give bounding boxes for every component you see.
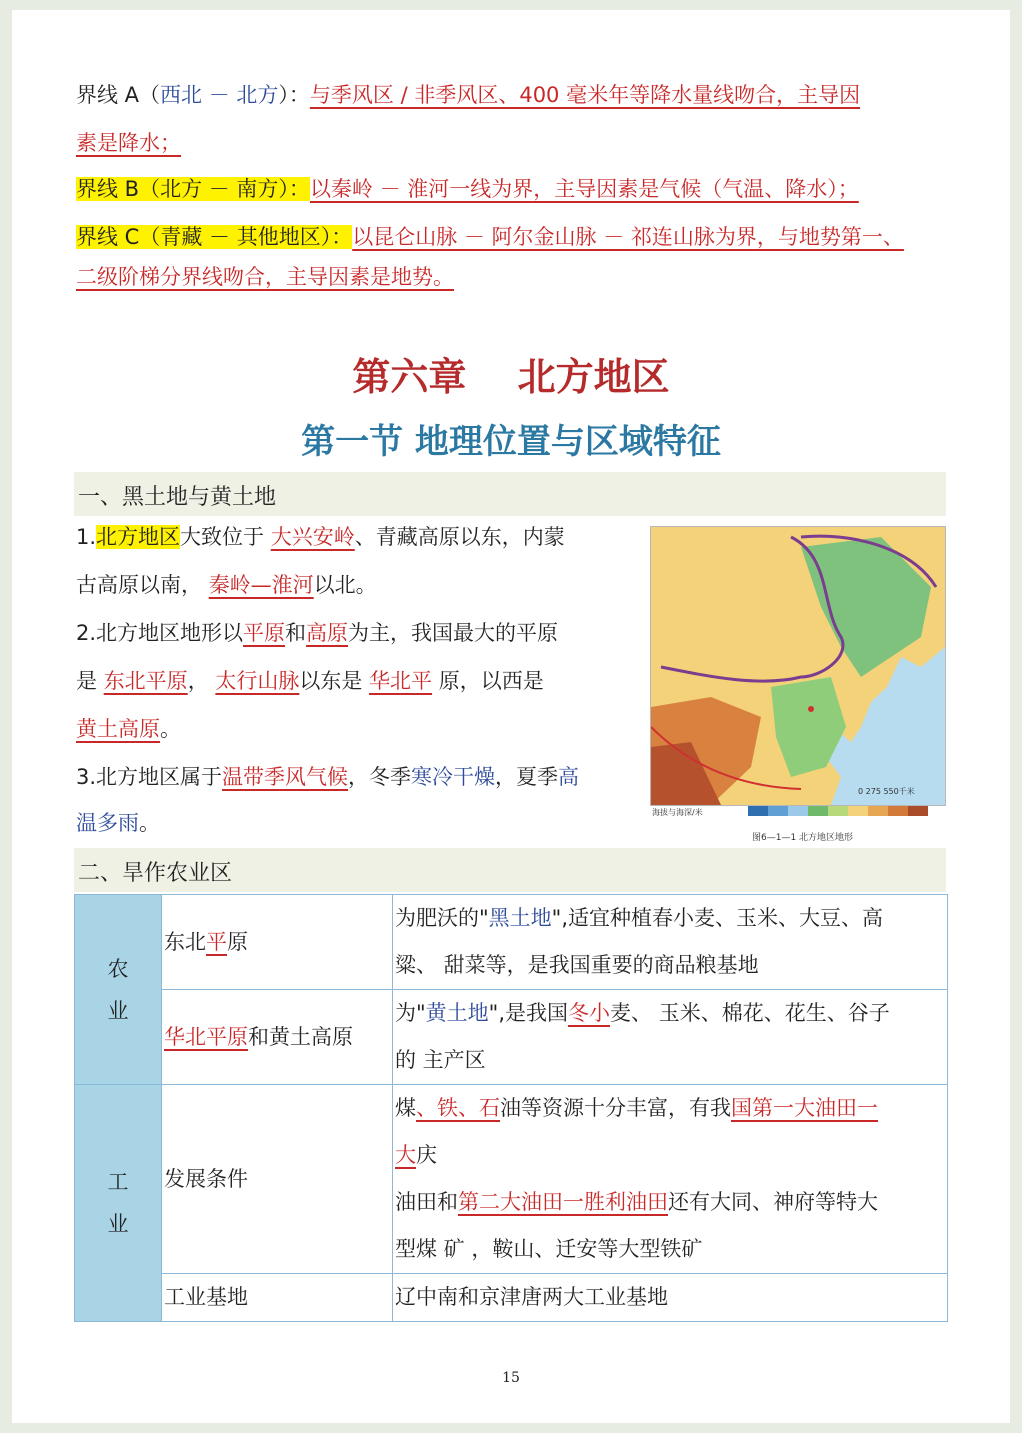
boundary-b-line — [76, 174, 859, 204]
s1-p2-u4: 太行山脉 — [215, 669, 300, 693]
table-row — [75, 1085, 948, 1274]
row1-d-b: 黑土地 — [488, 906, 552, 930]
row2-d1: 为" — [395, 1001, 426, 1025]
row1-sub-u: 平 — [206, 929, 227, 954]
s1-p2-u6: 黄土高原 — [76, 717, 160, 741]
row1-sub — [162, 895, 393, 990]
s1-p3-t3: ，夏季 — [495, 765, 559, 789]
table-row — [75, 990, 948, 1085]
row3-d6: 型煤 矿 ，鞍山、迁安等大型铁矿 — [395, 1237, 703, 1261]
s1-p3-t4: 。 — [139, 811, 160, 835]
row1-desc — [393, 895, 948, 990]
row1-d1: 为肥沃的" — [395, 906, 489, 930]
boundary-a-line2 — [76, 128, 181, 158]
boundary-a-desc2: 素是降水； — [76, 131, 181, 155]
row2-sub2: 和黄土高原 — [248, 1024, 353, 1049]
row3-d-u3: 大 — [395, 1143, 416, 1167]
row3-d5: 还有大同、神府等特大 — [668, 1190, 878, 1214]
s1-p2-u5: 华北平 — [369, 669, 433, 693]
map-legend — [748, 806, 928, 816]
boundary-c-label: 界线 C（青藏 － 其他地区）： — [76, 225, 353, 249]
s1-p3-b3: 温多雨 — [76, 811, 139, 835]
boundary-c-line2 — [76, 262, 454, 292]
north-region-map — [650, 526, 946, 806]
ind-label — [75, 1085, 162, 1322]
s1-p2-u2: 高原 — [306, 621, 349, 645]
chapter-title: 第六章 北方地区 — [352, 354, 670, 399]
s1-p1-highlight: 北方地区 — [96, 525, 181, 549]
row1-sub2: 原 — [227, 929, 248, 954]
row3-d3: 庆 — [416, 1143, 437, 1167]
s1-p1-line1 — [76, 522, 565, 552]
map-graphic — [651, 527, 945, 805]
s1-p2-t5: ， — [187, 669, 216, 693]
section-title: 第一节 地理位置与区域特征 — [301, 422, 721, 462]
boundary-c-desc2: 二级阶梯分界线吻合，主导因素是地势。 — [76, 265, 454, 289]
s1-p3-u1: 温带季风气候 — [222, 765, 349, 789]
row3-d-u4: 第二大油田一胜利油田 — [458, 1190, 668, 1214]
s1-p2-u1: 平原 — [243, 621, 286, 645]
row2-d-b: 黄土地 — [425, 1001, 489, 1025]
s1-p1-t2: 、青藏高原以东，内蒙 — [354, 525, 565, 549]
table-row — [75, 895, 948, 990]
section1-heading-bar — [74, 472, 946, 516]
s1-p3-b1: 寒冷干燥 — [411, 765, 496, 789]
s1-p2-t3: 为主，我国最大的平原 — [348, 621, 559, 645]
table-row — [75, 1274, 948, 1322]
row3-d2: 油等资源十分丰富，有我 — [500, 1096, 731, 1120]
row3-d1: 煤 — [395, 1096, 416, 1120]
row1-sub1: 东北 — [164, 929, 206, 954]
row4-desc: 辽中南和京津唐两大工业基地 — [393, 1274, 948, 1322]
boundary-a-desc: 与季风区 / 非季风区、400 毫米年等降水量线吻合，主导因 — [309, 83, 861, 107]
section1-heading: 一、黑土地与黄土地 — [78, 485, 277, 510]
s1-p2-t8: 。 — [160, 717, 181, 741]
row3-d-u1: 、铁、石 — [416, 1096, 500, 1120]
row2-d4: 的 主产区 — [395, 1048, 486, 1072]
section2-heading-bar — [74, 848, 946, 892]
row1-d3: 粱、 甜菜等，是我国重要的商品粮基地 — [395, 953, 759, 977]
row2-sub-u: 华北平原 — [164, 1024, 248, 1049]
page-number: 15 — [502, 1370, 520, 1386]
s1-p3-line2 — [76, 808, 160, 838]
s1-p2-t2: 和 — [285, 621, 307, 645]
row2-d-u: 冬小 — [568, 1001, 611, 1025]
section2-heading: 二、旱作农业区 — [78, 861, 233, 886]
s1-p2-t7: 原，以西是 — [432, 669, 544, 693]
s1-p2-u3: 东北平原 — [103, 669, 188, 693]
map-beijing-marker — [808, 706, 814, 712]
row2-desc — [393, 990, 948, 1085]
boundary-a-label: 界线 A（ — [76, 83, 161, 107]
ind-label-text: 工 业 — [107, 1170, 129, 1236]
row2-d3: 麦、 玉米、棉花、花生、谷子 — [610, 1001, 890, 1025]
s1-p2-line2 — [76, 666, 544, 696]
s1-p2-t6: 以东是 — [299, 669, 370, 693]
s1-p1-u2: 秦岭—淮河 — [208, 573, 314, 597]
s1-p3-line1 — [76, 762, 579, 792]
s1-p1-t1: 大致位于 — [180, 525, 271, 549]
row2-sub — [162, 990, 393, 1085]
s1-p2-t4: 是 — [76, 669, 104, 693]
boundary-b-label: 界线 B（北方 － 南方）： — [76, 177, 310, 201]
s1-p2-line1 — [76, 618, 558, 648]
boundary-c-line1 — [76, 222, 904, 252]
page — [12, 10, 1010, 1423]
agriculture-industry-table — [74, 894, 948, 1322]
s1-p1-num: 1. — [76, 525, 97, 549]
map-legend-title: 海拔与海深/米 — [652, 808, 703, 817]
boundary-a-line1 — [76, 80, 860, 110]
s1-p3-b2: 高 — [558, 765, 580, 789]
row2-d2: ",是我国 — [488, 1001, 569, 1025]
row3-desc — [393, 1085, 948, 1274]
s1-p2-t1: 2.北方地区地形以 — [76, 621, 244, 645]
s1-p2-line3 — [76, 714, 181, 744]
agri-label-text: 农 业 — [107, 956, 129, 1023]
s1-p1-t4: 以北。 — [313, 573, 377, 597]
map-caption: 图6—1—1 北方地区地形 — [752, 833, 854, 843]
row1-d2: ",适宜种植春小麦、玉米、大豆、高 — [551, 906, 884, 930]
row3-d4: 油田和 — [395, 1190, 458, 1214]
s1-p1-u1: 大兴安岭 — [270, 525, 355, 549]
boundary-c-desc: 以昆仑山脉 － 阿尔金山脉 － 祁连山脉为界，与地势第一、 — [352, 225, 904, 249]
boundary-a-close: ）： — [278, 83, 310, 107]
row3-d-u2: 国第一大油田一 — [731, 1096, 878, 1120]
boundary-a-region: 西北 － 北方 — [160, 83, 279, 107]
row4-sub: 工业基地 — [162, 1274, 393, 1322]
row3-sub: 发展条件 — [162, 1085, 393, 1274]
s1-p3-t1: 3.北方地区属于 — [76, 765, 223, 789]
s1-p1-t3: 古高原以南， — [76, 573, 209, 597]
s1-p1-line2 — [76, 570, 377, 600]
boundary-b-desc: 以秦岭 － 淮河一线为界，主导因素是气候（气温、降水）； — [309, 177, 859, 201]
map-scale: 0 275 550千米 — [858, 787, 915, 796]
s1-p3-t2: ，冬季 — [348, 765, 412, 789]
agri-label — [75, 895, 162, 1085]
